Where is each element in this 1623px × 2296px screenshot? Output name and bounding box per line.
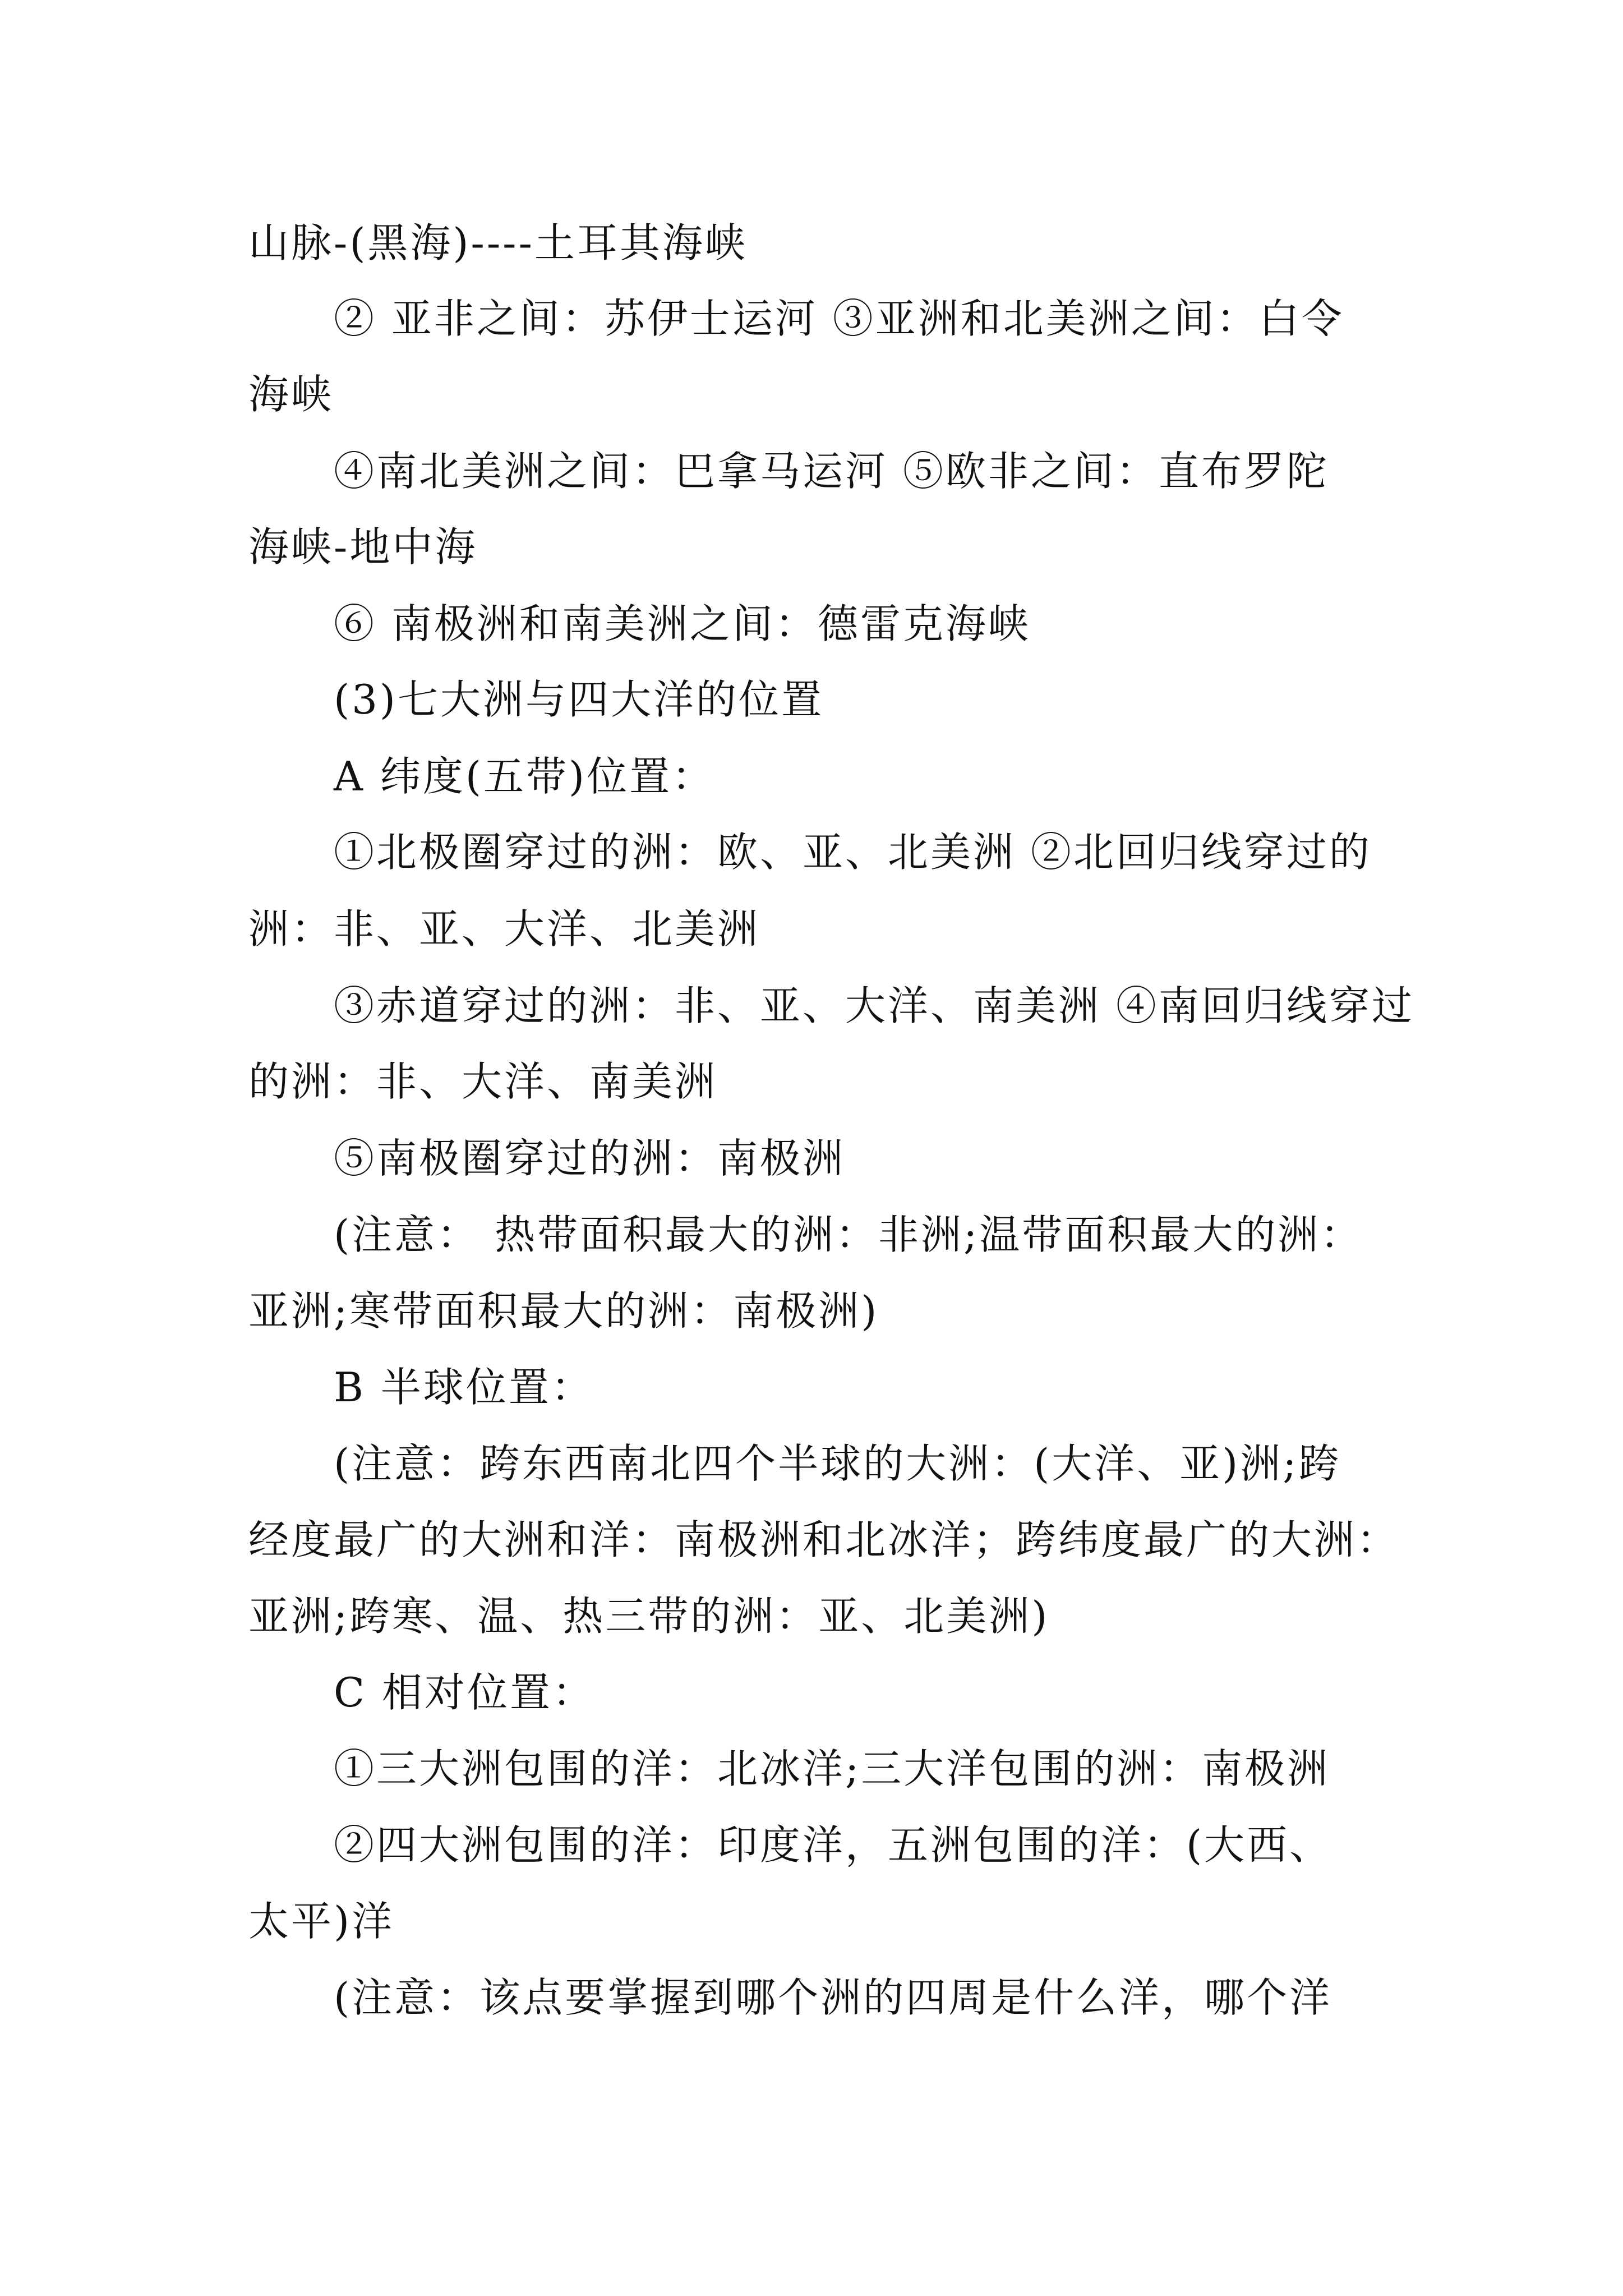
text-line: ③赤道穿过的洲：非、亚、大洋、南美洲 ④南回归线穿过 bbox=[334, 982, 1414, 1029]
text-line: 的洲：非、大洋、南美洲 bbox=[248, 1058, 718, 1105]
note-line: 经度最广的大洲和洋：南极洲和北冰洋；跨纬度最广的大洲： bbox=[248, 1516, 1400, 1563]
note-line: (注意：跨东西南北四个半球的大洲：(大洋、亚)洲;跨 bbox=[334, 1440, 1341, 1487]
text-line: ⑤南极圈穿过的洲：南极洲 bbox=[334, 1135, 846, 1182]
text-line: 太平)洋 bbox=[248, 1898, 395, 1945]
subsection-heading: C 相对位置： bbox=[334, 1669, 595, 1716]
text-line: ①三大洲包围的洋：北冰洋;三大洋包围的洲：南极洲 bbox=[334, 1745, 1330, 1792]
note-line: 亚洲;寒带面积最大的洲：南极洲) bbox=[248, 1287, 879, 1335]
text-line: 海峡-地中海 bbox=[248, 523, 478, 570]
text-line: 海峡 bbox=[248, 371, 334, 418]
text-line: ⑥ 南极洲和南美洲之间：德雷克海峡 bbox=[334, 600, 1031, 647]
text-line: ②四大洲包围的洋：印度洋，五洲包围的洋：(大西、 bbox=[334, 1821, 1332, 1869]
text-line: ④南北美洲之间：巴拿马运河 ⑤欧非之间：直布罗陀 bbox=[334, 448, 1329, 495]
note-line: (注意： 热带面积最大的洲：非洲;温带面积最大的洲： bbox=[334, 1211, 1363, 1258]
subsection-heading: A 纬度(五带)位置： bbox=[334, 753, 715, 800]
text-line: 山脉-(黑海)----土耳其海峡 bbox=[248, 219, 748, 266]
section-heading: (3)七大洲与四大洋的位置 bbox=[334, 676, 824, 723]
note-line: (注意：该点要掌握到哪个洲的四周是什么洋，哪个洋 bbox=[334, 1974, 1332, 2021]
text-line: ② 亚非之间：苏伊士运河 ③亚洲和北美洲之间：白令 bbox=[334, 295, 1344, 342]
note-line: 亚洲;跨寒、温、热三带的洲：亚、北美洲) bbox=[248, 1593, 1050, 1640]
text-line: 洲：非、亚、大洋、北美洲 bbox=[248, 905, 760, 953]
subsection-heading: B 半球位置： bbox=[334, 1364, 594, 1411]
text-line: ①北极圈穿过的洲：欧、亚、北美洲 ②北回归线穿过的 bbox=[334, 829, 1372, 876]
